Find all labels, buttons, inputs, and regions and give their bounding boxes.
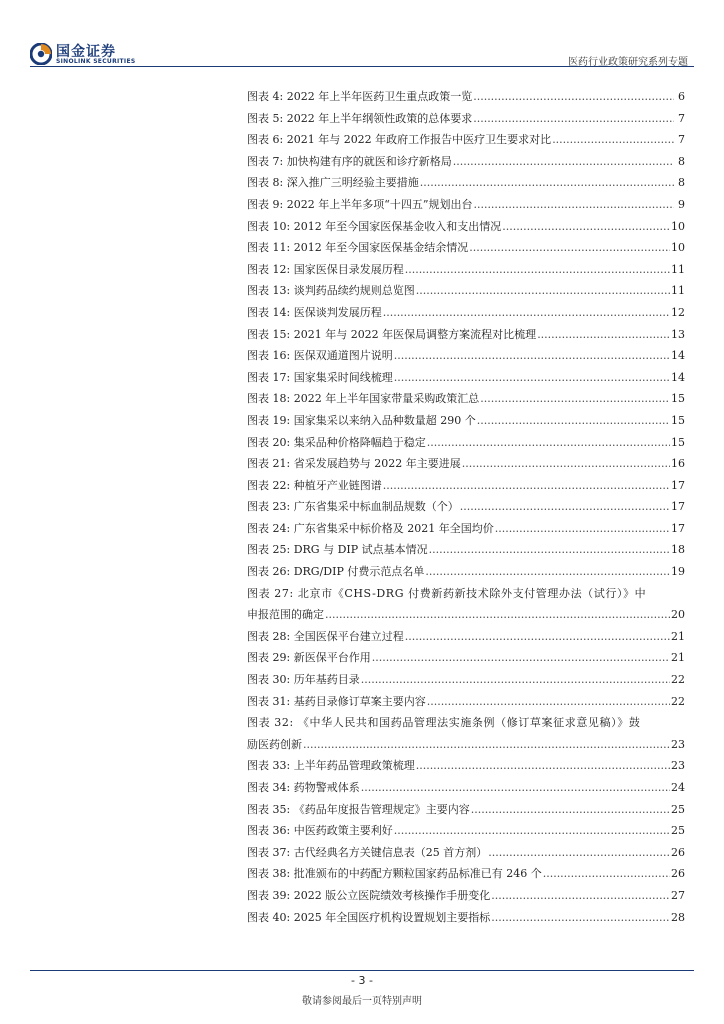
toc-entry[interactable]	[247, 172, 685, 194]
toc-entry-label: 图表 20:	[247, 435, 291, 449]
toc-leader-dots	[303, 734, 670, 756]
toc-entry-line	[247, 237, 685, 259]
toc-entry-line	[247, 475, 685, 497]
toc-entry-title: 2022 版公立医院绩效考核操作手册变化	[293, 888, 491, 902]
toc-entry-line	[247, 129, 685, 151]
toc-entry[interactable]	[247, 669, 685, 691]
toc-entry[interactable]	[247, 496, 685, 518]
toc-entry-line	[247, 863, 685, 885]
toc-entry-text	[247, 907, 490, 929]
toc-entry-text	[247, 108, 472, 130]
toc-entry-page: 13	[671, 327, 685, 341]
toc-entry-text	[247, 280, 415, 302]
toc-entry-line	[247, 432, 685, 454]
toc-entry-label: 图表 11:	[247, 241, 291, 255]
toc-entry-text	[247, 367, 393, 389]
toc-entry-label: 图表 40:	[247, 910, 291, 924]
toc-entry[interactable]	[247, 237, 685, 259]
toc-entry-title: 2022 年上半年医药卫生重点政策一览	[286, 90, 473, 103]
toc-leader-dots	[469, 237, 670, 259]
toc-entry-first-line	[247, 583, 685, 605]
toc-entry[interactable]	[247, 691, 685, 713]
toc-entry-label: 图表 36:	[247, 824, 291, 838]
toc-entry-label: 图表 10:	[247, 219, 291, 233]
toc-entry[interactable]	[247, 755, 685, 777]
toc-entry-label: 图表 23:	[247, 500, 291, 514]
toc-entry-page: 23	[671, 737, 685, 751]
toc-entry-label: 图表 13:	[247, 284, 291, 298]
toc-leader-dots	[453, 151, 674, 173]
toc-entry-line	[247, 194, 685, 216]
toc-entry[interactable]	[247, 885, 685, 907]
toc-entry-page: 14	[671, 370, 685, 384]
toc-leader-dots	[495, 518, 670, 540]
toc-leader-dots	[543, 863, 670, 885]
brand-name-en: SINOLINK SECURITIES	[56, 58, 136, 65]
toc-entry-page: 19	[671, 565, 685, 579]
toc-leader-dots	[394, 820, 670, 842]
toc-entry-line	[247, 280, 685, 302]
toc-entry-text	[247, 496, 459, 518]
toc-entry-title: 基药目录修订草案主要内容	[293, 694, 426, 708]
toc-entry-text	[247, 539, 428, 561]
toc-entry[interactable]	[247, 216, 685, 238]
toc-entry-page: 7	[678, 111, 685, 125]
toc-entry-label: 图表 21:	[247, 457, 291, 471]
toc-entry-text	[247, 475, 382, 497]
toc-entry-line	[247, 367, 685, 389]
toc-entry[interactable]	[247, 324, 685, 346]
toc-entry[interactable]	[247, 842, 685, 864]
toc-leader-dots	[488, 842, 670, 864]
toc-entry[interactable]	[247, 712, 685, 755]
toc-leader-dots	[473, 108, 674, 130]
toc-entry-page: 17	[671, 500, 685, 514]
toc-entry-line	[247, 496, 685, 518]
toc-entry-line	[247, 453, 685, 475]
toc-leader-dots	[473, 86, 674, 108]
toc-entry-title: 医保双通道图片说明	[293, 349, 393, 363]
toc-entry[interactable]	[247, 388, 685, 410]
toc-entry-line	[247, 86, 685, 108]
toc-entry[interactable]	[247, 302, 685, 324]
toc-entry-title: 2021 年与 2022 年医保局调整方案流程对比梳理	[293, 327, 537, 341]
toc-entry-title: 2021 年与 2022 年政府工作报告中医疗卫生要求对比	[286, 133, 552, 147]
toc-leader-dots	[477, 410, 670, 432]
toc-entry-label: 图表 26:	[247, 565, 291, 579]
toc-entry-text	[247, 755, 415, 777]
toc-entry[interactable]	[247, 345, 685, 367]
toc-entry-title: 谈判药品续约规则总览图	[293, 284, 415, 298]
toc-entry-text	[247, 647, 371, 669]
toc-entry-label: 图表 32:	[247, 716, 294, 730]
toc-entry-line	[247, 604, 685, 626]
toc-entry-text	[247, 863, 542, 885]
toc-entry[interactable]	[247, 367, 685, 389]
toc-entry-title: 中医药政策主要利好	[293, 824, 393, 838]
toc-entry-label: 图表 4:	[247, 90, 284, 103]
toc-leader-dots	[427, 691, 670, 713]
toc-entry-page: 16	[671, 457, 685, 471]
toc-entry-label: 图表 8:	[247, 176, 284, 190]
toc-entry[interactable]	[247, 453, 685, 475]
toc-entry-page: 17	[671, 521, 685, 535]
toc-entry-page: 22	[671, 673, 685, 687]
toc-entry-text	[247, 151, 452, 173]
toc-entry-line	[247, 172, 685, 194]
toc-entry-line	[247, 799, 685, 821]
toc-entry-title: 加快构建有序的就医和诊疗新格局	[286, 154, 452, 168]
toc-leader-dots	[429, 539, 670, 561]
toc-entry-page: 21	[671, 629, 685, 643]
toc-entry-line	[247, 345, 685, 367]
toc-entry[interactable]	[247, 86, 685, 108]
toc-entry-title: 国家医保目录发展历程	[293, 262, 404, 276]
toc-entry-page: 6	[678, 90, 685, 103]
toc-entry-line	[247, 388, 685, 410]
toc-entry[interactable]	[247, 475, 685, 497]
toc-entry-first-line	[247, 712, 685, 734]
toc-entry-page: 15	[671, 392, 685, 406]
toc-entry-title: 2022 年上半年多项“十四五”规划出台	[286, 197, 473, 211]
toc-entry-label: 图表 37:	[247, 845, 291, 859]
toc-entry[interactable]	[247, 626, 685, 648]
toc-entry-label: 图表 6:	[247, 133, 284, 147]
toc-entry-line	[247, 324, 685, 346]
toc-entry[interactable]	[247, 129, 685, 151]
toc-entry-line	[247, 907, 685, 929]
toc-entry-title: 全国医保平台建立过程	[293, 629, 404, 643]
toc-leader-dots	[325, 604, 670, 626]
toc-entry-page: 26	[671, 867, 685, 881]
toc-entry-text	[247, 388, 479, 410]
brand-logo	[30, 40, 150, 68]
toc-entry-label: 图表 15:	[247, 327, 291, 341]
toc-entry[interactable]	[247, 907, 685, 929]
toc-entry-text	[247, 172, 419, 194]
toc-entry-page: 22	[671, 694, 685, 708]
toc-entry-title: 2012 年至今国家医保基金结余情况	[293, 241, 469, 255]
toc-leader-dots	[471, 799, 670, 821]
toc-leader-dots	[460, 496, 670, 518]
toc-entry-title: 广东省集采中标价格及 2021 年全国均价	[293, 521, 494, 535]
toc-entry-page: 11	[671, 262, 685, 276]
toc-entry-title-cont: 申报范围的确定	[247, 608, 324, 622]
toc-entry-title: 《药品年度报告管理规定》主要内容	[293, 802, 470, 816]
toc-entry-line	[247, 885, 685, 907]
toc-entry-title: 2012 年至今国家医保基金收入和支出情况	[293, 219, 502, 233]
toc-entry-title: 医保谈判发展历程	[293, 305, 382, 319]
page-header	[0, 0, 724, 70]
toc-entry-page: 8	[678, 176, 685, 190]
toc-entry-title: 深入推广三明经验主要措施	[286, 176, 419, 190]
toc-entry-title: 2022 年上半年纲领性政策的总体要求	[286, 111, 473, 125]
toc-entry[interactable]	[247, 194, 685, 216]
toc-entry-title: 古代经典名方关键信息表（25 首方剂）	[293, 845, 488, 859]
toc-entry[interactable]	[247, 280, 685, 302]
toc-leader-dots	[462, 453, 670, 475]
toc-entry-page: 18	[671, 543, 685, 557]
page-number: - 3 -	[351, 974, 373, 987]
toc-entry-text	[247, 324, 536, 346]
toc-entry[interactable]	[247, 410, 685, 432]
toc-entry-text	[247, 86, 472, 108]
toc-leader-dots	[416, 755, 670, 777]
toc-entry-label: 图表 33:	[247, 759, 291, 773]
toc-entry-text	[247, 626, 404, 648]
toc-leader-dots	[425, 561, 670, 583]
toc-entry-line	[247, 777, 685, 799]
toc-entry-text	[247, 194, 472, 216]
toc-entry-line	[247, 691, 685, 713]
toc-entry-line	[247, 302, 685, 324]
toc-entry-label: 图表 22:	[247, 478, 291, 492]
toc-entry-page: 26	[671, 845, 685, 859]
toc-entry-label: 图表 7:	[247, 154, 284, 168]
toc-entry-page: 20	[671, 608, 685, 622]
header-divider	[30, 66, 694, 67]
toc-leader-dots	[502, 216, 670, 238]
toc-entry-title: 药物警戒体系	[293, 781, 360, 794]
toc-entry-title: 批准颁布的中药配方颗粒国家药品标准已有 246 个	[293, 867, 542, 881]
toc-entry[interactable]	[247, 777, 685, 799]
toc-entry-page: 15	[671, 435, 685, 449]
toc-entry-label: 图表 31:	[247, 694, 291, 708]
toc-entry-text	[247, 432, 426, 454]
toc-entry-title: 广东省集采中标血制品规数（个）	[293, 500, 459, 514]
brand-name-cn: 国金证券	[56, 44, 116, 60]
toc-entry-label: 图表 28:	[247, 629, 291, 643]
toc-entry-title: 省采发展趋势与 2022 年主要进展	[293, 457, 461, 471]
toc-entry-title: 种植牙产业链图谱	[293, 478, 382, 492]
toc-entry-line	[247, 647, 685, 669]
report-series-title: 医药行业政策研究系列专题	[568, 57, 688, 68]
toc-entry-text	[247, 561, 424, 583]
toc-entry-title: 2022 年上半年国家带量采购政策汇总	[293, 392, 480, 406]
toc-entry-text	[247, 259, 404, 281]
toc-entry-page: 9	[678, 197, 685, 211]
toc-entry-title: DRG/DIP 付费示范点名单	[293, 565, 425, 579]
toc-entry[interactable]	[247, 561, 685, 583]
toc-entry-page: 28	[671, 910, 685, 924]
toc-leader-dots	[383, 475, 670, 497]
toc-entry-line	[247, 216, 685, 238]
toc-leader-dots	[361, 777, 670, 799]
toc-leader-dots	[480, 388, 670, 410]
toc-entry-text	[247, 453, 461, 475]
toc-entry-line	[247, 842, 685, 864]
toc-entry-label: 图表 35:	[247, 802, 291, 816]
toc-entry[interactable]	[247, 108, 685, 130]
toc-entry-text	[247, 410, 476, 432]
toc-entry[interactable]	[247, 647, 685, 669]
toc-leader-dots	[491, 885, 670, 907]
toc-leader-dots	[394, 367, 670, 389]
toc-entry-page: 21	[671, 651, 685, 665]
toc-entry-page: 14	[671, 349, 685, 363]
toc-leader-dots	[420, 172, 674, 194]
toc-entry-line	[247, 151, 685, 173]
toc-entry-title-cont: 励医药创新	[247, 737, 302, 751]
toc-entry-title: 新医保平台作用	[293, 651, 371, 665]
toc-entry[interactable]	[247, 820, 685, 842]
toc-entry-page: 7	[678, 133, 685, 147]
toc-entry-text	[247, 885, 490, 907]
toc-leader-dots	[405, 259, 670, 281]
toc-entry-text	[247, 842, 487, 864]
toc-entry-line	[247, 410, 685, 432]
figure-list	[247, 86, 685, 928]
toc-leader-dots	[416, 280, 670, 302]
toc-entry-line	[247, 734, 685, 756]
toc-entry-line	[247, 755, 685, 777]
toc-entry-label: 图表 19:	[247, 413, 291, 427]
toc-entry-text	[247, 237, 468, 259]
toc-entry-text	[247, 777, 360, 799]
toc-entry-line	[247, 561, 685, 583]
toc-entry-page: 15	[671, 413, 685, 427]
toc-entry-label: 图表 27:	[247, 586, 294, 600]
toc-entry-title: 国家集采时间线梳理	[293, 370, 393, 384]
toc-entry-text	[247, 799, 470, 821]
toc-entry-text	[247, 669, 360, 691]
toc-entry-page: 11	[671, 284, 685, 298]
toc-leader-dots	[405, 626, 670, 648]
toc-entry[interactable]	[247, 432, 685, 454]
footer-divider	[30, 970, 694, 971]
toc-leader-dots	[383, 302, 670, 324]
toc-entry-label: 图表 38:	[247, 867, 291, 881]
toc-entry-title: 国家集采以来纳入品种数量超 290 个	[293, 413, 476, 427]
toc-entry[interactable]	[247, 539, 685, 561]
toc-entry-text	[247, 302, 382, 324]
toc-entry-line	[247, 626, 685, 648]
toc-entry-page: 12	[671, 305, 685, 319]
toc-entry-page: 10	[671, 219, 685, 233]
toc-entry-label: 图表 29:	[247, 651, 291, 665]
toc-entry-label: 图表 14:	[247, 305, 291, 319]
toc-entry-label: 图表 17:	[247, 370, 291, 384]
toc-entry-label: 图表 34:	[247, 781, 291, 794]
toc-entry-line	[247, 820, 685, 842]
toc-entry-label: 图表 25:	[247, 543, 291, 557]
toc-entry-line	[247, 669, 685, 691]
toc-entry[interactable]	[247, 583, 685, 626]
toc-entry[interactable]	[247, 259, 685, 281]
toc-entry-text	[247, 518, 494, 540]
toc-entry-page: 23	[671, 759, 685, 773]
toc-leader-dots	[491, 907, 670, 929]
toc-entry-line	[247, 108, 685, 130]
disclaimer: 敬请参阅最后一页特别声明	[302, 996, 422, 1007]
toc-entry-text	[247, 691, 426, 713]
toc-entry-text	[247, 216, 501, 238]
toc-entry-line	[247, 539, 685, 561]
toc-entry-text	[247, 820, 393, 842]
toc-entry-label: 图表 39:	[247, 888, 291, 902]
toc-entry-title: 2025 年全国医疗机构设置规划主要指标	[293, 910, 491, 924]
toc-entry-label: 图表 30:	[247, 673, 291, 687]
toc-entry-title: 集采品种价格降幅趋于稳定	[293, 435, 426, 449]
toc-entry-label: 图表 16:	[247, 349, 291, 363]
toc-entry-title: 《中华人民共和国药品管理法实施条例（修订草案征求意见稿）》鼓	[297, 716, 641, 730]
toc-entry-label: 图表 5:	[247, 111, 284, 125]
toc-leader-dots	[552, 129, 674, 151]
toc-entry-text	[247, 345, 393, 367]
toc-entry-text	[247, 129, 551, 151]
toc-leader-dots	[361, 669, 670, 691]
toc-entry-page: 25	[671, 802, 685, 816]
toc-entry[interactable]	[247, 518, 685, 540]
toc-entry[interactable]	[247, 799, 685, 821]
toc-entry-label: 图表 24:	[247, 521, 291, 535]
toc-entry-page: 25	[671, 824, 685, 838]
toc-leader-dots	[427, 432, 670, 454]
toc-entry-page: 10	[671, 241, 685, 255]
toc-entry-title: DRG 与 DIP 试点基本情况	[293, 543, 428, 557]
toc-entry-page: 24	[671, 781, 685, 794]
toc-leader-dots	[537, 324, 670, 346]
toc-entry[interactable]	[247, 151, 685, 173]
toc-leader-dots	[473, 194, 674, 216]
toc-entry-label: 图表 9:	[247, 197, 284, 211]
sinolink-logo-icon	[30, 43, 52, 65]
toc-entry-page: 8	[678, 154, 685, 168]
toc-entry-title: 历年基药目录	[293, 673, 360, 687]
toc-entry-page: 17	[671, 478, 685, 492]
toc-entry-page: 27	[671, 888, 685, 902]
toc-entry[interactable]	[247, 863, 685, 885]
toc-entry-label: 图表 18:	[247, 392, 291, 406]
toc-entry-label: 图表 12:	[247, 262, 291, 276]
toc-entry-title: 上半年药品管理政策梳理	[293, 759, 415, 773]
toc-entry-line	[247, 518, 685, 540]
toc-leader-dots	[394, 345, 670, 367]
toc-leader-dots	[372, 647, 670, 669]
toc-entry-line	[247, 259, 685, 281]
toc-entry-title: 北京市《CHS-DRG 付费新药新技术除外支付管理办法（试行）》中	[297, 586, 647, 600]
